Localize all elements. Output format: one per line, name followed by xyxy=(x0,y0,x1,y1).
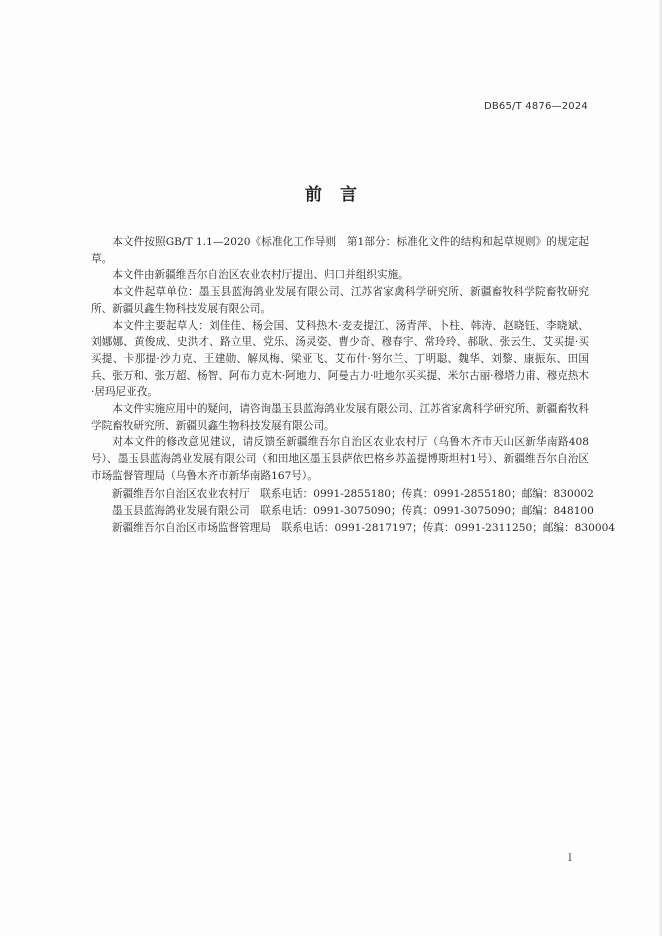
paragraph-inquiries: 本文件实施应用中的疑问，请咨询墨玉县蓝海鸽业发展有限公司、江苏省家禽科学研究所、新疆畜牧科学院畜牧研究所、新疆贝鑫生物科技发展有限公司。 xyxy=(91,403,589,432)
paragraph-drafters: 本文件主要起草人：刘佳佳、杨会国、艾科热木·麦麦提江、汤青萍、卜柱、韩涛、赵晓钰、李晓斌、刘娜娜、黄俊成、史洪才、路立里、党乐、汤灵姿、曹少奇、穆春宇、常玲玲、郝耿、张云生、艾买提·买买提、卡那提·沙力克、王建勋、解凤梅、梁亚飞、艾布什·努尔兰、丁明聪、魏华、刘黎、康振东、田国兵、张万和、张万超、杨智、阿布力克木·阿地力、阿曼古力·吐地尔买买提、米尔古丽·穆塔力甫、穆克热木·居玛尼亚孜。 xyxy=(91,319,589,399)
foreword-body xyxy=(91,234,589,485)
paragraph-proposer: 本文件由新疆维吾尔自治区农业农村厅提出、归口并组织实施。 xyxy=(112,269,409,282)
contact-row-pigeon-company: 墨玉县蓝海鸽业发展有限公司 联系电话：0991-3075090；传真：0991-3075090；邮编：848100 xyxy=(112,505,594,517)
contact-row-market-regulation: 新疆维吾尔自治区市场监督管理局 联系电话：0991-2817197；传真：0991-2311250；邮编：830004 xyxy=(112,522,616,534)
paragraph-feedback: 对本文件的修改意见建议，请反馈至新疆维吾尔自治区农业农村厅（乌鲁木齐市天山区新华南路408号）、墨玉县蓝海鸽业发展有限公司（和田地区墨玉县萨依巴格乡苏盖提博斯坦村1号）、新疆维吾尔自治区市场监督管理局（乌鲁木齐市新华南路167号）。 xyxy=(91,436,589,482)
paragraph-drafting-rules: 本文件按照GB/T 1.1—2020《标准化工作导则 第1部分：标准化文件的结构和起草规则》的规定起草。 xyxy=(91,236,589,265)
document-code: DB65/T 4876—2024 xyxy=(483,101,588,112)
paragraph-drafting-units: 本文件起草单位：墨玉县蓝海鸽业发展有限公司、江苏省家禽科学研究所、新疆畜牧科学院畜牧研究所、新疆贝鑫生物科技发展有限公司。 xyxy=(91,286,589,315)
contact-list xyxy=(91,486,616,537)
section-title: 前言 xyxy=(305,185,375,205)
contact-row-agriculture-dept: 新疆维吾尔自治区农业农村厅 联系电话：0991-2855180；传真：0991-2855180；邮编：830002 xyxy=(112,488,594,500)
page-number: I xyxy=(568,853,572,864)
